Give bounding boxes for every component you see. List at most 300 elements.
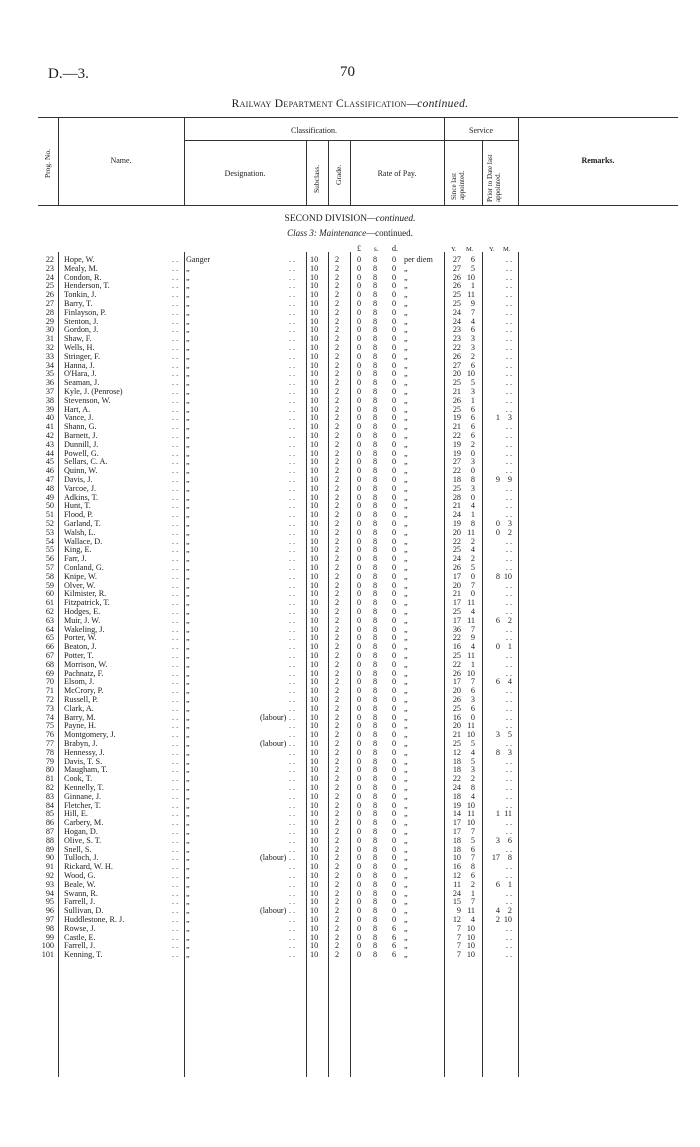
row-grade: 2 [335, 818, 340, 828]
row-since-months: 7 [470, 307, 475, 317]
row-shillings: 8 [373, 756, 378, 766]
row-per: „ [404, 316, 408, 326]
row-per: „ [404, 862, 408, 872]
row-subclass: 10 [310, 307, 319, 317]
row-subclass: 10 [310, 325, 319, 335]
row-designation: „ [186, 457, 190, 467]
row-name: Rowse, J. [64, 923, 96, 933]
row-pence: 0 [392, 633, 397, 643]
row-leader-dots: . . [289, 809, 296, 819]
row-name: Hunt, T. [64, 501, 91, 511]
row-since-years: 26 [452, 695, 461, 704]
row-name: Tulloch, J. [64, 853, 99, 863]
row-pounds: 0 [357, 712, 362, 722]
row-designation: „ [186, 290, 190, 300]
row-name: Gordon, J. [64, 325, 99, 335]
row-name: Montgomery, J. [64, 730, 116, 740]
row-since-years: 21 [452, 501, 461, 511]
row-per: „ [404, 404, 408, 414]
row-grade: 2 [335, 686, 340, 696]
row-prog-no: 80 [45, 765, 54, 775]
row-grade: 2 [335, 457, 340, 467]
row-name: Walsh, L. [64, 527, 96, 537]
row-per: „ [404, 756, 408, 766]
row-since-years: 12 [452, 871, 461, 880]
row-pounds: 0 [357, 457, 362, 467]
row-grade: 2 [335, 571, 340, 581]
row-leader-dots: . . [289, 774, 296, 784]
row-name: King, E. [64, 545, 92, 555]
row-leader-dots: . . [289, 501, 296, 511]
row-leader-dots: . . [172, 299, 179, 308]
row-shillings: 8 [373, 431, 378, 440]
row-prior-months: . . [505, 290, 512, 300]
row-designation: „ [186, 545, 190, 555]
row-leader-dots: . . [172, 395, 179, 405]
row-pence: 0 [392, 501, 397, 511]
row-since-months: 0 [470, 492, 475, 502]
row-prior-years: 3 [495, 730, 500, 740]
row-leader-dots: . . [289, 791, 296, 801]
row-leader-dots: . . [289, 439, 296, 449]
row-name: Cook, T. [64, 774, 93, 784]
row-subclass: 10 [310, 774, 319, 784]
row-pounds: 0 [357, 774, 362, 784]
row-shillings: 8 [373, 615, 378, 625]
row-since-years: 25 [452, 739, 461, 748]
row-pence: 0 [392, 457, 397, 467]
row-prior-months: . . [505, 422, 512, 432]
row-since-years: 24 [452, 316, 461, 326]
row-leader-dots: . . [289, 545, 296, 555]
row-subclass: 10 [310, 730, 319, 740]
row-grade: 2 [335, 651, 340, 660]
row-name: O'Hara, J. [64, 369, 97, 379]
row-grade: 2 [335, 774, 340, 784]
row-prog-no: 88 [45, 835, 54, 845]
row-grade: 2 [335, 272, 340, 282]
row-pounds: 0 [357, 571, 362, 581]
row-leader-dots: . . [289, 651, 296, 660]
row-prog-no: 49 [45, 492, 54, 502]
row-designation: „ [186, 307, 190, 317]
row-since-months: 0 [470, 589, 475, 599]
row-pounds: 0 [357, 809, 362, 819]
row-prog-no: 57 [45, 563, 54, 572]
row-since-years: 18 [452, 835, 461, 845]
row-leader-dots: . . [289, 906, 296, 916]
row-subclass: 10 [310, 527, 319, 537]
row-prog-no: 82 [45, 783, 54, 792]
row-since-months: 3 [470, 343, 475, 352]
row-prog-no: 38 [45, 395, 54, 405]
table-row [0, 476, 700, 485]
table-row [0, 458, 700, 467]
row-leader-dots: . . [172, 756, 179, 766]
row-shillings: 8 [373, 941, 378, 951]
row-subclass: 10 [310, 747, 319, 757]
row-since-years: 20 [452, 686, 461, 696]
row-prior-months: . . [505, 633, 512, 643]
row-name: Hogan, D. [64, 827, 98, 836]
row-designation: „ [186, 413, 190, 423]
row-leader-dots: . . [289, 659, 296, 669]
row-since-years: 25 [452, 703, 461, 713]
row-designation: „ [186, 756, 190, 766]
row-since-years: 23 [452, 325, 461, 335]
row-leader-dots: . . [289, 703, 296, 713]
row-pounds: 0 [357, 747, 362, 757]
row-leader-dots: . . [172, 888, 179, 898]
row-name: Elsom, J. [64, 677, 95, 687]
row-pence: 0 [392, 395, 397, 405]
row-shillings: 8 [373, 739, 378, 748]
row-since-months: 5 [470, 739, 475, 748]
row-since-months: 11 [467, 290, 475, 300]
row-subclass: 10 [310, 818, 319, 828]
header-sub-rule [184, 140, 518, 141]
row-subclass: 10 [310, 791, 319, 801]
row-designation: „ [186, 325, 190, 335]
row-since-years: 25 [452, 290, 461, 300]
row-pounds: 0 [357, 835, 362, 845]
row-leader-dots: . . [289, 369, 296, 379]
row-grade: 2 [335, 747, 340, 757]
row-shillings: 8 [373, 862, 378, 872]
row-leader-dots: . . [172, 747, 179, 757]
row-leader-dots: . . [172, 844, 179, 854]
row-since-months: 8 [470, 475, 475, 484]
row-since-months: 4 [470, 316, 475, 326]
row-since-months: 11 [467, 615, 475, 625]
row-leader-dots: . . [172, 624, 179, 634]
row-leader-dots: . . [289, 395, 296, 405]
row-designation: „ [186, 668, 190, 678]
row-designation: „ [186, 580, 190, 590]
row-leader-dots: . . [172, 378, 179, 388]
row-per: „ [404, 871, 408, 880]
row-prog-no: 29 [45, 316, 54, 326]
row-per: „ [404, 536, 408, 546]
row-leader-dots: . . [289, 519, 296, 528]
row-leader-dots: . . [172, 677, 179, 687]
row-name: Powell, G. [64, 448, 99, 458]
row-prior-months: . . [505, 783, 512, 792]
row-leader-dots: . . [172, 563, 179, 572]
row-since-years: 24 [452, 307, 461, 317]
row-prior-months: 5 [507, 730, 512, 740]
row-pence: 0 [392, 818, 397, 828]
row-shillings: 8 [373, 510, 378, 520]
row-pounds: 0 [357, 871, 362, 880]
row-subclass: 10 [310, 800, 319, 810]
row-pence: 0 [392, 387, 397, 396]
row-designation: „ [186, 387, 190, 396]
table-row [0, 881, 700, 890]
row-shillings: 8 [373, 607, 378, 616]
row-name: Potter, T. [64, 651, 94, 660]
row-since-months: 10 [466, 932, 475, 942]
row-subclass: 10 [310, 281, 319, 291]
row-since-years: 18 [452, 765, 461, 775]
row-leader-dots: . . [172, 607, 179, 616]
row-since-months: 11 [467, 809, 475, 819]
row-pounds: 0 [357, 263, 362, 273]
row-prior-months: . . [505, 536, 512, 546]
row-leader-dots: . . [289, 607, 296, 616]
row-pounds: 0 [357, 492, 362, 502]
row-prog-no: 64 [45, 624, 54, 634]
row-subclass: 10 [310, 272, 319, 282]
row-prior-months: . . [505, 448, 512, 458]
row-grade: 2 [335, 483, 340, 493]
row-pence: 0 [392, 360, 397, 370]
row-grade: 2 [335, 906, 340, 916]
row-designation: „ [186, 923, 190, 933]
row-pence: 0 [392, 677, 397, 687]
row-pounds: 0 [357, 501, 362, 511]
row-pence: 0 [392, 413, 397, 423]
row-per: „ [404, 483, 408, 493]
row-pence: 0 [392, 343, 397, 352]
row-prior-months: . . [505, 483, 512, 493]
row-grade: 2 [335, 844, 340, 854]
row-pounds: 0 [357, 589, 362, 599]
row-designation: „ [186, 369, 190, 379]
row-name: Fitzpatrick, T. [64, 598, 110, 608]
row-pounds: 0 [357, 378, 362, 388]
row-prior-months: . . [505, 827, 512, 836]
row-shillings: 8 [373, 923, 378, 933]
row-prior-years: 0 [495, 519, 500, 528]
row-prior-years: 9 [495, 475, 500, 484]
table-row [0, 766, 700, 775]
row-prior-months: . . [505, 800, 512, 810]
row-since-years: 24 [452, 554, 461, 564]
row-subclass: 10 [310, 941, 319, 951]
row-designation: „ [186, 554, 190, 564]
row-leader-dots: . . [172, 404, 179, 414]
row-name: Beale, W. [64, 879, 96, 889]
row-name: Flood, P. [64, 510, 93, 520]
row-per: „ [404, 334, 408, 344]
table-row [0, 423, 700, 432]
row-name: Castle, E. [64, 932, 96, 942]
row-prog-no: 39 [45, 404, 54, 414]
row-leader-dots: . . [289, 668, 296, 678]
row-grade: 2 [335, 343, 340, 352]
row-pence: 0 [392, 263, 397, 273]
table-row [0, 784, 700, 793]
row-shillings: 8 [373, 721, 378, 731]
table-row [0, 863, 700, 872]
row-pence: 0 [392, 668, 397, 678]
row-subclass: 10 [310, 422, 319, 432]
row-name: Hope, W. [64, 255, 95, 264]
row-pence: 0 [392, 888, 397, 898]
row-subclass: 10 [310, 369, 319, 379]
row-shillings: 8 [373, 299, 378, 308]
row-per: „ [404, 501, 408, 511]
row-leader-dots: . . [172, 774, 179, 784]
row-per: „ [404, 853, 408, 863]
row-subclass: 10 [310, 950, 319, 960]
row-since-years: 9 [456, 906, 461, 916]
row-prog-no: 23 [45, 263, 54, 273]
table-row [0, 282, 700, 291]
row-pence: 0 [392, 290, 397, 300]
unit-pence: d. [392, 244, 398, 253]
row-subclass: 10 [310, 756, 319, 766]
row-pence: 0 [392, 466, 397, 476]
row-pounds: 0 [357, 791, 362, 801]
row-grade: 2 [335, 721, 340, 731]
row-prior-months: 10 [503, 571, 512, 581]
row-grade: 2 [335, 536, 340, 546]
row-leader-dots: . . [172, 413, 179, 423]
row-name: Conland, G. [64, 563, 104, 572]
row-leader-dots: . . [289, 800, 296, 810]
row-grade: 2 [335, 589, 340, 599]
row-shillings: 8 [373, 369, 378, 379]
row-prior-months: . . [505, 950, 512, 960]
row-pence: 0 [392, 281, 397, 291]
row-per: „ [404, 387, 408, 396]
unit-pounds: £ [357, 244, 361, 253]
row-prior-months: . . [505, 263, 512, 273]
row-prog-no: 41 [45, 422, 54, 432]
row-per: „ [404, 299, 408, 308]
row-prog-no: 37 [45, 387, 54, 396]
row-since-months: 8 [470, 783, 475, 792]
row-prog-no: 87 [45, 827, 54, 836]
row-since-years: 26 [452, 668, 461, 678]
row-leader-dots: . . [289, 712, 296, 722]
row-pounds: 0 [357, 686, 362, 696]
row-prior-months: . . [505, 272, 512, 282]
row-designation: „ [186, 818, 190, 828]
row-grade: 2 [335, 809, 340, 819]
row-shillings: 8 [373, 571, 378, 581]
row-leader-dots: . . [172, 651, 179, 660]
row-per: „ [404, 519, 408, 528]
row-prior-months: . . [505, 439, 512, 449]
row-pounds: 0 [357, 536, 362, 546]
row-grade: 2 [335, 545, 340, 555]
row-since-months: 0 [470, 466, 475, 476]
row-leader-dots: . . [172, 809, 179, 819]
row-pounds: 0 [357, 897, 362, 907]
table-row [0, 617, 700, 626]
row-prior-months: 11 [504, 809, 512, 819]
unit-months-2: M. [503, 246, 511, 253]
row-pence: 0 [392, 659, 397, 669]
header-top-rule [38, 117, 678, 118]
row-prior-months: . . [505, 765, 512, 775]
row-leader-dots: . . [172, 580, 179, 590]
table-row [0, 872, 700, 881]
row-prior-months: . . [505, 343, 512, 352]
row-shillings: 8 [373, 325, 378, 335]
table-row [0, 485, 700, 494]
row-leader-dots: . . [172, 272, 179, 282]
row-per: „ [404, 765, 408, 775]
row-pounds: 0 [357, 783, 362, 792]
row-name: Hanna, J. [64, 360, 95, 370]
row-prior-months: . . [505, 334, 512, 344]
row-subclass: 10 [310, 871, 319, 880]
row-pounds: 0 [357, 739, 362, 748]
row-subclass: 10 [310, 395, 319, 405]
row-prior-months: . . [505, 378, 512, 388]
row-prior-years: 8 [495, 571, 500, 581]
row-prior-months: . . [505, 897, 512, 907]
row-pounds: 0 [357, 255, 362, 264]
row-shillings: 8 [373, 527, 378, 537]
row-grade: 2 [335, 351, 340, 361]
row-subclass: 10 [310, 607, 319, 616]
row-designation: „ [186, 316, 190, 326]
row-per: „ [404, 571, 408, 581]
unit-shillings: s. [374, 245, 379, 253]
row-leader-dots: . . [172, 457, 179, 467]
row-prior-years: 1 [495, 809, 500, 819]
row-name: Hart, A. [64, 404, 91, 414]
row-subclass: 10 [310, 378, 319, 388]
row-subclass: 10 [310, 334, 319, 344]
row-pence: 0 [392, 695, 397, 704]
row-per: „ [404, 378, 408, 388]
row-leader-dots: . . [172, 369, 179, 379]
row-prior-years: 1 [495, 413, 500, 423]
row-name: Carbery, M. [64, 818, 104, 828]
row-shillings: 8 [373, 492, 378, 502]
row-since-months: 0 [470, 571, 475, 581]
row-leader-dots: . . [289, 536, 296, 546]
row-leader-dots: . . [289, 378, 296, 388]
row-leader-dots: . . [289, 844, 296, 854]
row-since-months: 2 [470, 554, 475, 564]
row-designation: Ganger [186, 255, 211, 264]
row-grade: 2 [335, 466, 340, 476]
row-pounds: 0 [357, 483, 362, 493]
row-grade: 2 [335, 624, 340, 634]
row-per: „ [404, 827, 408, 836]
row-prog-no: 63 [45, 615, 54, 625]
row-leader-dots: . . [172, 871, 179, 880]
row-pounds: 0 [357, 422, 362, 432]
row-name: Farrell, J. [64, 897, 96, 907]
row-designation: „ [186, 527, 190, 537]
row-leader-dots: . . [172, 589, 179, 599]
table-row [0, 802, 700, 811]
row-designation: „ [186, 589, 190, 599]
row-pence: 0 [392, 897, 397, 907]
table-row [0, 740, 700, 749]
row-subclass: 10 [310, 510, 319, 520]
row-shillings: 8 [373, 844, 378, 854]
row-grade: 2 [335, 378, 340, 388]
row-pounds: 0 [357, 369, 362, 379]
row-prior-months: . . [505, 739, 512, 748]
row-leader-dots: . . [172, 906, 179, 916]
row-subclass: 10 [310, 501, 319, 511]
row-prior-months: . . [505, 255, 512, 264]
row-prior-years: 0 [495, 527, 500, 537]
row-prior-months: . . [505, 941, 512, 951]
row-prog-no: 50 [45, 501, 54, 511]
row-shillings: 8 [373, 281, 378, 291]
